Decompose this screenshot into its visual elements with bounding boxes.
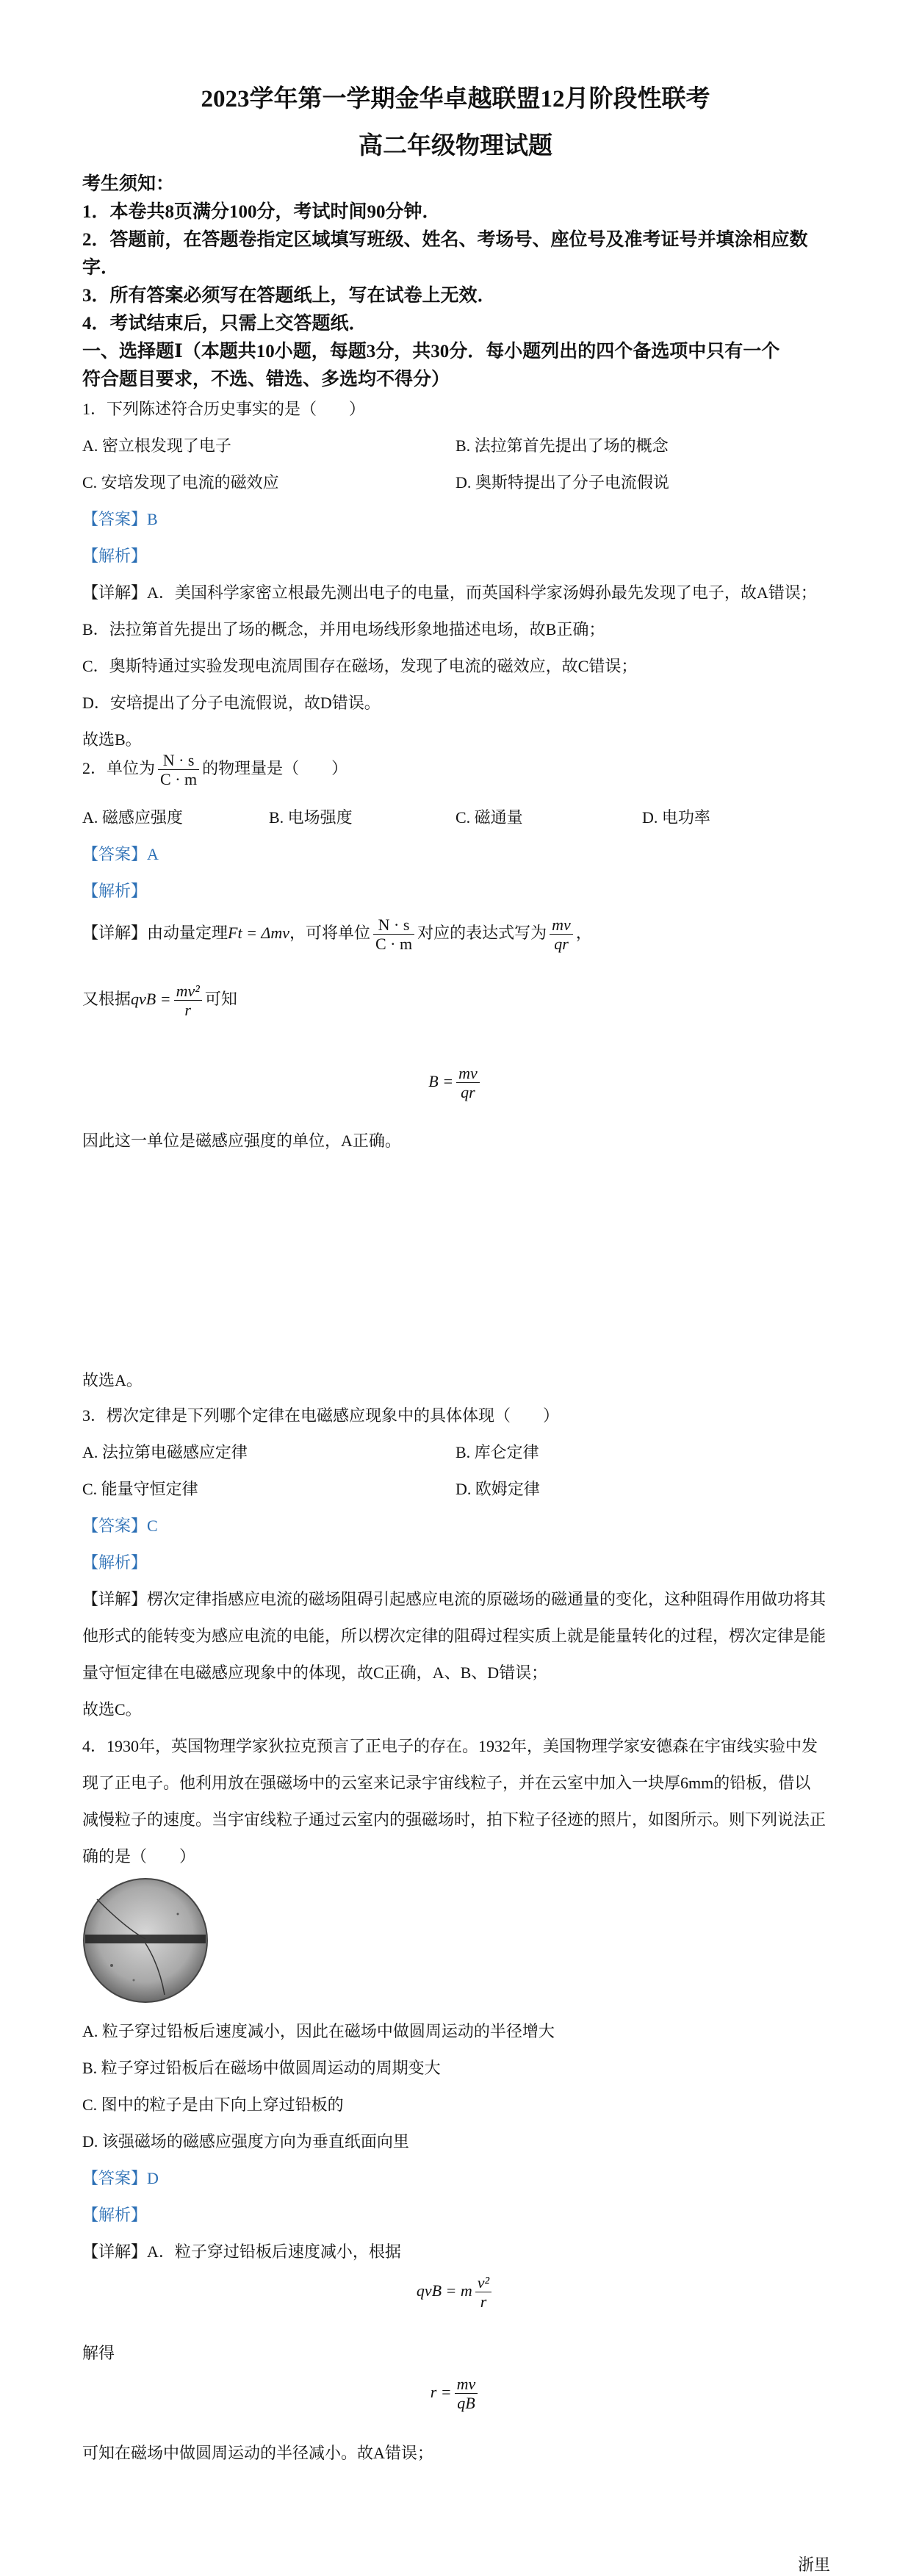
- q2-equation-lhs: B =: [428, 1071, 454, 1090]
- q2-stem-post: 的物理量是（ ）: [202, 758, 348, 777]
- q4-equation-2: [0, 2375, 911, 2413]
- q2-analysis-label: 【解析】: [82, 882, 148, 900]
- q2-momentum-theorem: Ft = Δmv: [228, 923, 289, 942]
- q4-stem-1: 4．1930年，英国物理学家狄拉克预言了正电子的存在。1932年，美国物理学家安德森在宇宙线实验中发: [82, 1737, 818, 1755]
- q4-eq1-denominator: r: [480, 2292, 487, 2311]
- section-heading-2: 符合题目要求，不选、错选、多选均不得分）: [82, 370, 450, 389]
- q2-option-b: B. 电场强度: [269, 808, 353, 827]
- q1-conclusion: 故选B。: [82, 730, 142, 749]
- notice-line-4: 4．考试结束后，只需上交答题纸．: [82, 314, 367, 334]
- q4-eq2-denominator: qB: [457, 2394, 475, 2413]
- q2-unit-denominator: C · m: [160, 770, 198, 789]
- q4-stem-4: 确的是（ ）: [82, 1847, 196, 1866]
- q1-option-a: A. 密立根发现了电子: [82, 436, 231, 455]
- q1-answer: 【答案】B: [82, 510, 158, 528]
- q1-detail-1: 【详解】A．美国科学家密立根最先测出电子的电量，而英国科学家汤姆孙最先发现了电子，故A错误；: [82, 583, 817, 602]
- q3-answer: 【答案】C: [82, 1517, 158, 1535]
- notice-line-1: 1．本卷共8页满分100分，考试时间90分钟．: [82, 202, 441, 222]
- q4-analysis-label: 【解析】: [82, 2206, 148, 2224]
- q2-detail-2: [82, 982, 237, 1020]
- q1-stem: 1．下列陈述符合历史事实的是（ ）: [82, 400, 366, 418]
- q2-answer: 【答案】A: [82, 845, 159, 863]
- q4-eq2-numerator: mv: [455, 2375, 478, 2394]
- q2-detail-1-end: ，: [575, 923, 592, 942]
- q2-detail-1-mid: ，可将单位: [289, 923, 370, 942]
- q2-expression-fraction: [550, 915, 573, 954]
- q2-detail-unit-fraction: [373, 915, 414, 954]
- q2-lorentz-fraction: [174, 982, 202, 1020]
- q4-stem-2: 现了正电子。他利用放在强磁场中的云室来记录宇宙线粒子，并在云室中加入一块厚6mm的铅板，借以: [82, 1774, 811, 1792]
- q3-detail-2: 他形式的能转变为感应电流的电能，所以楞次定律的阻碍过程实质上就是能量转化的过程，楞次定律是能: [82, 1627, 827, 1645]
- q4-detail-1: 【详解】A．粒子穿过铅板后速度减小，根据: [82, 2242, 401, 2261]
- q1-detail-3: C．奥斯特通过实验发现电流周围存在磁场，发现了电流的磁效应，故C错误；: [82, 657, 638, 675]
- q4-option-d: D. 该强磁场的磁感应强度方向为垂直纸面向里: [82, 2132, 409, 2151]
- q4-eq1-lhs: qvB = m: [416, 2281, 472, 2300]
- q2-detail-1-pre: 【详解】由动量定理: [82, 923, 228, 942]
- notice-line-3: 3．所有答案必须写在答题纸上，写在试卷上无效．: [82, 286, 496, 306]
- photo-speck: [133, 1979, 135, 1982]
- q2-option-c: C. 磁通量: [455, 808, 523, 827]
- notice-heading: 考生须知：: [82, 174, 175, 194]
- q2-detail-unit-denominator: C · m: [375, 935, 413, 954]
- q2-detail-1-mid2: 对应的表达式写为: [417, 923, 547, 942]
- q2-detail-2-post: 可知: [204, 989, 237, 1008]
- q4-eq1-numerator: v²: [475, 2273, 491, 2292]
- q3-conclusion: 故选C。: [82, 1700, 142, 1719]
- q3-analysis-label: 【解析】: [82, 1553, 148, 1572]
- q2-conclusion: 故选A。: [82, 1371, 143, 1389]
- q4-equation-1: [0, 2273, 911, 2311]
- q2-expression-denominator: qr: [554, 935, 569, 954]
- q4-solve-label: 解得: [82, 2344, 115, 2362]
- q2-option-a: A. 磁感应强度: [82, 808, 183, 827]
- q2-stem-pre: 2．单位为: [82, 758, 156, 777]
- q2-expression-numerator: mv: [550, 915, 573, 935]
- q1-detail-4: D．安培提出了分子电流假说，故D错误。: [82, 694, 381, 712]
- cloud-chamber-photo: [82, 1877, 209, 2004]
- q1-option-c: C. 安培发现了电流的磁效应: [82, 473, 279, 492]
- q1-analysis-label: 【解析】: [82, 547, 148, 565]
- photo-speck: [110, 1964, 113, 1967]
- q2-unit-numerator: N · s: [158, 751, 199, 770]
- q3-option-d: D. 欧姆定律: [455, 1480, 540, 1498]
- photo-speck: [177, 1913, 179, 1915]
- q2-equation-denominator: qr: [461, 1083, 475, 1102]
- q1-option-b: B. 法拉第首先提出了场的概念: [455, 436, 669, 455]
- q2-lorentz-numerator: mv²: [174, 982, 202, 1001]
- q2-stem: [82, 751, 348, 789]
- q2-unit-fraction: [158, 751, 199, 789]
- q4-eq1-fraction: [475, 2273, 491, 2311]
- q1-detail-2: B．法拉第首先提出了场的概念，并用电场线形象地描述电场，故B正确；: [82, 620, 605, 638]
- q3-detail-3: 量守恒定律在电磁感应现象中的体现，故C正确，A、B、D错误；: [82, 1663, 548, 1682]
- q2-lorentz-lhs: qvB =: [131, 989, 171, 1008]
- q4-answer: 【答案】D: [82, 2169, 159, 2187]
- q4-eq2-fraction: [455, 2375, 478, 2413]
- q3-stem: 3．楞次定律是下列哪个定律在电磁感应现象中的具体体现（ ）: [82, 1406, 560, 1425]
- q2-equation-fraction: [456, 1064, 480, 1102]
- q2-equation-numerator: mv: [456, 1064, 480, 1083]
- q2-lorentz-denominator: r: [184, 1001, 191, 1020]
- q4-eq2-lhs: r =: [430, 2382, 452, 2401]
- exam-title: 2023学年第一学期金华卓越联盟12月阶段性联考: [201, 86, 710, 112]
- q4-option-a: A. 粒子穿过铅板后速度减小，因此在磁场中做圆周运动的半径增大: [82, 2022, 555, 2040]
- q3-option-a: A. 法拉第电磁感应定律: [82, 1443, 248, 1461]
- q2-detail-3: 因此这一单位是磁感应强度的单位，A正确。: [82, 1132, 401, 1150]
- q4-option-c: C. 图中的粒子是由下向上穿过铅板的: [82, 2095, 344, 2114]
- exam-subtitle: 高二年级物理试题: [359, 133, 552, 159]
- q2-detail-unit-numerator: N · s: [373, 915, 414, 935]
- q2-detail-2-pre: 又根据: [82, 989, 132, 1008]
- q4-detail-2: 可知在磁场中做圆周运动的半径减小。故A错误；: [82, 2444, 433, 2462]
- notice-line-2b: 字．: [82, 258, 120, 278]
- section-heading-1: 一、选择题Ⅰ（本题共10小题，每题3分，共30分．每小题列出的四个备选项中只有一个: [82, 342, 780, 361]
- q2-detail-1: [82, 915, 592, 954]
- q1-option-d: D. 奥斯特提出了分子电流假说: [455, 473, 669, 492]
- q3-option-c: C. 能量守恒定律: [82, 1480, 198, 1498]
- notice-line-2a: 2．答题前，在答题卷指定区域填写班级、姓名、考场号、座位号及准考证号并填涂相应数: [82, 230, 808, 250]
- q4-stem-3: 减慢粒子的速度。当宇宙线粒子通过云室内的强磁场时，拍下粒子径迹的照片，如图所示。则下列说法正: [82, 1810, 827, 1829]
- q3-detail-1: 【详解】楞次定律指感应电流的磁场阻碍引起感应电流的原磁场的磁通量的变化，这种阻碍作用做功将其: [82, 1590, 827, 1608]
- footer-text: 浙里: [798, 2555, 831, 2574]
- q4-option-b: B. 粒子穿过铅板后在磁场中做圆周运动的周期变大: [82, 2059, 441, 2077]
- q2-option-d: D. 电功率: [642, 808, 710, 827]
- q2-display-equation: [0, 1064, 911, 1102]
- q3-option-b: B. 库仑定律: [455, 1443, 539, 1461]
